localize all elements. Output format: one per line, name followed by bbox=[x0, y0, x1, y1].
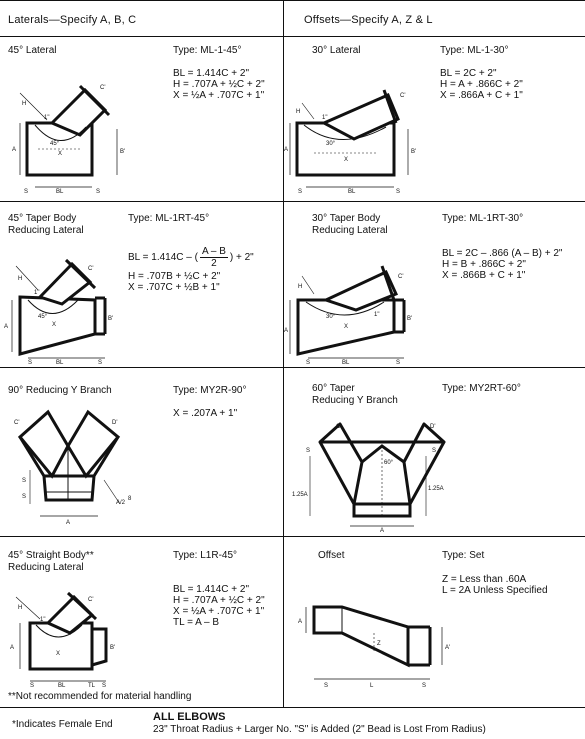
label-bl: BL bbox=[58, 683, 66, 689]
label-h: H bbox=[298, 284, 303, 290]
laterals-header: Laterals—Specify A, B, C bbox=[8, 14, 137, 26]
label-c: C' bbox=[336, 424, 342, 430]
label-c: C' bbox=[88, 597, 94, 603]
label-bl: BL bbox=[56, 189, 64, 195]
offset-drawing bbox=[284, 595, 454, 695]
formula-line: L = 2A Unless Specified bbox=[442, 585, 548, 596]
formula-line: X = ½A + .707C + 1" bbox=[173, 606, 265, 617]
label-s-right: S bbox=[98, 360, 103, 366]
formula-fraction bbox=[200, 246, 228, 269]
fraction-numerator: A – B bbox=[201, 246, 226, 257]
label-b: B' bbox=[120, 149, 126, 155]
cell-title: 45° Taper Body Reducing Lateral bbox=[8, 213, 84, 236]
formula-line: H = .707A + ½C + 2" bbox=[173, 595, 265, 606]
label-s-right: S bbox=[422, 683, 427, 689]
label-s-lower: S bbox=[22, 494, 27, 500]
label-d: D' bbox=[430, 424, 436, 430]
formula-line: Z = Less than .60A bbox=[442, 574, 527, 585]
y-branch-90-drawing bbox=[0, 404, 150, 534]
label-c: C' bbox=[398, 274, 404, 280]
fraction-denominator: 2 bbox=[211, 258, 217, 269]
cell-30-taper-lateral bbox=[284, 202, 585, 367]
label-x: X bbox=[52, 322, 57, 328]
row-divider-4 bbox=[0, 707, 585, 708]
cell-45-lateral bbox=[0, 37, 283, 201]
straight-45-drawing bbox=[0, 573, 140, 688]
label-d: D' bbox=[112, 420, 118, 426]
label-x: X bbox=[344, 157, 349, 163]
label-angle: 45° bbox=[50, 141, 60, 147]
formula-line: H = .707A + ½C + 2" bbox=[173, 79, 265, 90]
label-l: L bbox=[370, 683, 374, 689]
label-a: A bbox=[380, 528, 385, 534]
cell-offset bbox=[284, 537, 585, 707]
label-inch: 1" bbox=[34, 290, 40, 296]
formula-line: H = B + .866C + 2" bbox=[442, 259, 526, 270]
formula-line: BL = 1.414C + 2" bbox=[173, 584, 250, 595]
cell-title: 90° Reducing Y Branch bbox=[8, 385, 112, 396]
formula-block bbox=[173, 584, 265, 628]
material-handling-note: **Not recommended for material handling bbox=[8, 691, 192, 702]
formula-suffix: ) + 2" bbox=[229, 252, 254, 263]
label-x: X bbox=[58, 151, 63, 157]
label-a: A bbox=[10, 645, 15, 651]
formula-line: X = .866A + C + 1" bbox=[440, 90, 523, 101]
label-b: B' bbox=[108, 316, 114, 322]
formula-line: BL = 2C – .866 (A – B) + 2" bbox=[442, 248, 563, 259]
lateral-45-drawing bbox=[0, 75, 140, 195]
label-125a-right: 1.25A bbox=[428, 486, 444, 492]
label-a: A bbox=[4, 324, 9, 330]
label-z: Z bbox=[377, 641, 381, 647]
formula-line: X = .707C + ½B + 1" bbox=[128, 282, 220, 293]
label-s-left: S bbox=[306, 360, 311, 366]
cell-type: Type: MY2RT-60° bbox=[442, 383, 521, 394]
formula-line: X = ½A + .707C + 1" bbox=[173, 90, 265, 101]
cell-60-y-branch bbox=[284, 368, 585, 536]
top-border bbox=[0, 0, 585, 1]
label-s-right: S bbox=[102, 683, 107, 689]
cell-45-straight-lateral bbox=[0, 537, 283, 707]
label-inch: 1" bbox=[322, 115, 328, 121]
label-bl: BL bbox=[56, 360, 64, 366]
label-s-left: S bbox=[306, 448, 311, 454]
cell-title: Offset bbox=[318, 550, 345, 561]
cell-45-taper-lateral bbox=[0, 202, 283, 367]
label-a: A bbox=[66, 520, 71, 526]
label-inch: 1" bbox=[374, 312, 380, 318]
label-s-right: S bbox=[96, 189, 101, 195]
label-b: B' bbox=[411, 149, 417, 155]
label-s-left: S bbox=[324, 683, 329, 689]
cell-title: 30° Taper Body Reducing Lateral bbox=[312, 213, 388, 236]
label-a: A bbox=[298, 619, 303, 625]
label-h: H bbox=[18, 276, 23, 282]
formula-line: BL = 1.414C + 2" bbox=[173, 68, 250, 79]
label-s-right: S bbox=[396, 360, 401, 366]
label-angle: 60° bbox=[384, 460, 394, 466]
label-angle: 30° bbox=[326, 141, 336, 147]
female-end-note: *Indicates Female End bbox=[12, 719, 113, 730]
label-s-left: S bbox=[24, 189, 29, 195]
y-branch-60-drawing bbox=[284, 416, 454, 532]
formula-line-bl bbox=[128, 246, 254, 269]
taper-45-drawing bbox=[0, 242, 130, 364]
label-s-left: S bbox=[28, 360, 33, 366]
taper-30-drawing bbox=[284, 242, 434, 364]
cell-30-lateral bbox=[284, 37, 585, 201]
label-c: C' bbox=[88, 266, 94, 272]
cell-title: 45° Lateral bbox=[8, 45, 57, 56]
label-h: H bbox=[18, 605, 23, 611]
label-c: C' bbox=[14, 420, 20, 426]
formula-block bbox=[440, 68, 523, 101]
cell-type: Type: L1R-45° bbox=[173, 550, 238, 561]
label-inch: 1" bbox=[40, 617, 46, 623]
formula-block bbox=[442, 574, 548, 596]
formula-line: X = .866B + C + 1" bbox=[442, 270, 526, 281]
label-a-prime: A' bbox=[445, 645, 451, 651]
label-b: B' bbox=[407, 316, 413, 322]
cell-title: 30° Lateral bbox=[312, 45, 361, 56]
label-angle: 30° bbox=[326, 314, 336, 320]
label-s-left: S bbox=[298, 189, 303, 195]
cell-90-y-branch bbox=[0, 368, 283, 536]
label-bl: BL bbox=[342, 360, 350, 366]
label-a: A bbox=[12, 147, 17, 153]
label-bl: BL bbox=[348, 189, 356, 195]
label-s: S bbox=[22, 478, 27, 484]
cell-title: 45° Straight Body** Reducing Lateral bbox=[8, 550, 94, 573]
formula-line: H = .707B + ½C + 2" bbox=[128, 271, 221, 282]
label-b: B' bbox=[110, 645, 116, 651]
label-tl: TL bbox=[88, 683, 96, 689]
offsets-header: Offsets—Specify A, Z & L bbox=[304, 14, 433, 26]
cell-type: Type: ML-1RT-30° bbox=[442, 213, 524, 224]
formula-block bbox=[128, 246, 254, 293]
formula-line: BL = 2C + 2" bbox=[440, 68, 497, 79]
formula-line: TL = A – B bbox=[173, 617, 220, 628]
label-a: A bbox=[284, 147, 289, 153]
formula-line: H = A + .866C + 2" bbox=[440, 79, 523, 90]
label-a-half: A/2 bbox=[116, 500, 126, 506]
cell-type: Type: ML-1-45° bbox=[173, 45, 242, 56]
label-c: C' bbox=[100, 85, 106, 91]
formula-prefix: BL = 1.414C – ( bbox=[128, 252, 198, 263]
label-angle: 45° bbox=[38, 314, 48, 320]
label-eight: 8 bbox=[128, 496, 132, 502]
label-h: H bbox=[296, 109, 301, 115]
cell-type: Type: MY2R-90° bbox=[173, 385, 247, 396]
label-inch: 1" bbox=[44, 115, 50, 121]
all-elbows-text: 23" Throat Radius + Larger No. "S" is Added (2" Bead is Lost From Radius) bbox=[153, 724, 486, 735]
lateral-30-drawing bbox=[284, 75, 444, 195]
formula-block bbox=[442, 248, 562, 281]
label-s-right: S bbox=[396, 189, 401, 195]
cell-type: Type: Set bbox=[442, 550, 485, 561]
label-x: X bbox=[56, 651, 61, 657]
label-x: X bbox=[344, 324, 349, 330]
label-c: C' bbox=[400, 93, 406, 99]
cell-type: Type: ML-1RT-45° bbox=[128, 213, 210, 224]
label-h: H bbox=[22, 101, 27, 107]
label-s-left: S bbox=[30, 683, 35, 689]
all-elbows-title: ALL ELBOWS bbox=[153, 711, 226, 723]
formula-line: X = .207A + 1" bbox=[173, 408, 238, 419]
formula-block bbox=[173, 408, 237, 419]
formula-block bbox=[173, 68, 265, 101]
cell-title: 60° Taper Reducing Y Branch bbox=[312, 383, 398, 406]
label-s-right: S bbox=[432, 448, 437, 454]
label-125a-left: 1.25A bbox=[292, 492, 308, 498]
cell-type: Type: ML-1-30° bbox=[440, 45, 509, 56]
label-a: A bbox=[284, 328, 289, 334]
